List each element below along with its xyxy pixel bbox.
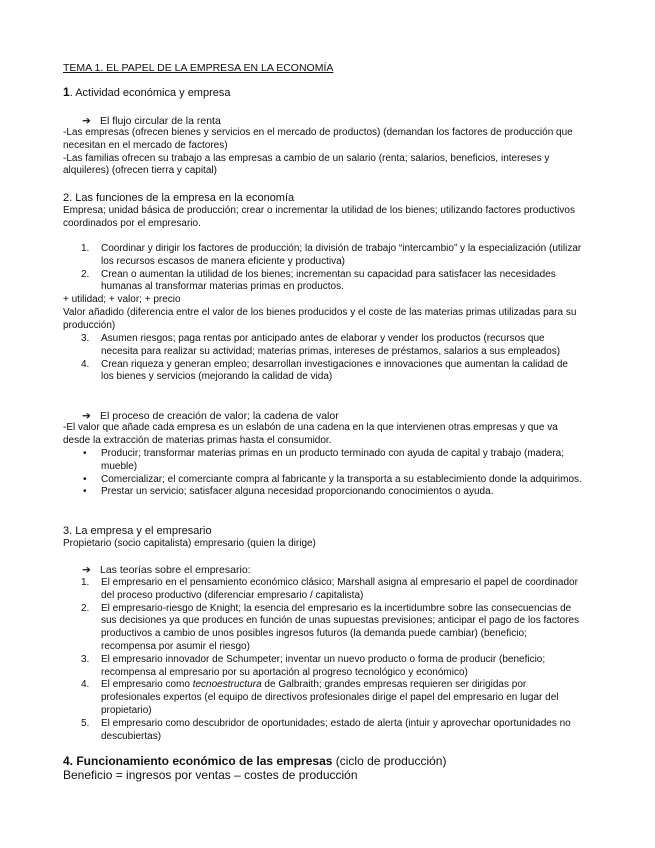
section-1-number: 1 (63, 85, 70, 99)
list-item (63, 679, 583, 717)
section-4-heading-rest: (ciclo de producción) (332, 754, 447, 768)
list-item (63, 359, 583, 385)
list-text: Producir; transformar materias primas en un producto terminado con ayuda de capital y trabajo (madera; mueble) (101, 448, 565, 472)
list-number: 1. (81, 243, 90, 254)
arrow-item-teorias (82, 564, 251, 577)
bullet-dot-icon: • (83, 448, 87, 459)
list-item (63, 269, 583, 295)
section-1-lines (63, 127, 583, 178)
list-text: Crean o aumentan la utilidad de los bienes; incrementan su capacidad para satisfacer las necesidades humanas al transformar materias primas en productos. (101, 268, 556, 293)
right-arrow-icon: ➔ (82, 564, 91, 576)
list-number: 2. (81, 268, 90, 280)
list-text: Coordinar y dirigir los factores de producción; la división de trabajo “intercambio” y la especialización (utilizar los recursos escasos de manera eficiente y productiva) (101, 243, 582, 267)
list-text-emphasis: tecnoestructura (192, 679, 262, 691)
list-text: El empresario como (101, 679, 193, 691)
section-1-heading (63, 86, 231, 100)
list-text: de Galbraith; grandes empresas requieren ser dirigidas por profesionales expertos (el equipo de directivos profesionales dirige el papel del empresario en lugar del propietario) (101, 679, 559, 716)
right-arrow-icon: ➔ (82, 115, 91, 127)
arrow-item-flujo (82, 115, 221, 128)
section-2-bullets (63, 448, 583, 499)
list-text: Prestar un servicio; satisfacer alguna necesidad proporcionando conocimientos o ayuda. (101, 486, 494, 498)
bullet-dot-icon: • (83, 486, 87, 498)
list-item (63, 603, 583, 654)
arrow-item-cadena (82, 410, 339, 423)
section-2-list-b (63, 333, 583, 384)
section-4-heading-bold: 4. Funcionamiento económico de las empresas (63, 754, 333, 768)
list-number: 1. (81, 577, 90, 588)
arrow-item-label: El flujo circular de la renta (100, 115, 221, 127)
list-item (63, 474, 583, 487)
list-number: 2. (81, 602, 90, 614)
list-number: 3. (81, 653, 90, 665)
list-item (63, 654, 583, 680)
arrow-item-label: El proceso de creación de valor; la cadena de valor (100, 410, 339, 422)
valor-line: Valor añadido (diferencia entre el valor de los bienes producidos y el coste de las materias primas utilizadas para su producción) (63, 307, 577, 331)
paragraph: -Las familias ofrecen su trabajo a las empresas a cambio de un salario (renta; salarios, beneficios, intereses y alquileres) (ofrecen tierra y capital) (63, 152, 550, 177)
list-number: 4. (81, 358, 90, 370)
cadena-text: -El valor que añade cada empresa es un eslabón de una cadena en la que intervienen otras empresas y que va desde la extracción de materias primas hasta el consumidor. (63, 422, 558, 446)
section-2-list-a (63, 243, 583, 294)
section-2-intro: Empresa; unidad básica de producción; crear o incrementar la utilidad de los bienes; utilizando factores productivos coordinados por el empresario. (63, 205, 575, 229)
section-3-heading: 3. La empresa y el empresario (63, 525, 212, 537)
list-item (63, 718, 583, 744)
page-title: TEMA 1. EL PAPEL DE LA EMPRESA EN LA ECONOMÍA (63, 62, 334, 74)
section-4-formula: Beneficio = ingresos por ventas – costes de producción (63, 768, 358, 782)
list-number: 4. (81, 679, 90, 691)
arrow-item-label: Las teorías sobre el empresario: (100, 564, 251, 576)
list-number: 3. (81, 333, 90, 344)
section-4-heading (63, 755, 446, 768)
list-text: Crean riqueza y generan empleo; desarrollan investigaciones e innovaciones que aumentan la calidad de los bienes y servicios (mejorando la calidad de vida) (101, 358, 568, 383)
list-item (63, 333, 583, 359)
section-3-list (63, 577, 583, 743)
list-item (63, 243, 583, 269)
list-text: El empresario innovador de Schumpeter; inventar un nuevo producto o forma de producir (beneficio; recompensa al empresario por su aportación al progreso tecnológico y económico) (101, 653, 546, 678)
list-item (63, 448, 583, 474)
list-item (63, 577, 583, 603)
section-3-intro: Propietario (socio capitalista) empresario (quien la dirige) (63, 538, 316, 549)
list-text: El empresario en el pensamiento económico clásico; Marshall asigna al empresario el papel de coordinador del proceso productivo (diferenciar empresario / capitalista) (101, 577, 578, 601)
list-text: Comercializar; el comerciante compra al fabricante y la transporta a su establecimiento donde la adquirimos. (101, 473, 582, 485)
list-text: El empresario-riesgo de Knight; la esencia del empresario es la incertidumbre sobre las consecuencias de sus decisiones ya que produces en función de unas supuestas previsiones; anticipar el pago de los factores productivos a cambio de unos posibles ingresos futuros (la demanda puede cambiar) (beneficio; recompensa por asumir el riesgo) (101, 602, 580, 652)
list-item (63, 486, 583, 499)
list-text: Asumen riesgos; paga rentas por anticipado antes de elaborar y vender los productos (recursos que necesita para realizar su actividad; materias primas, intereses de préstamos, salarios a sus empleados) (101, 333, 561, 357)
list-number: 5. (81, 717, 90, 729)
bullet-dot-icon: • (83, 473, 87, 485)
plus-line: + utilidad; + valor; + precio (63, 294, 181, 305)
paragraph: -Las empresas (ofrecen bienes y servicios en el mercado de productos) (demandan los factores de producción que necesitan en el mercado de factores) (63, 127, 573, 151)
section-1-heading-text: . Actividad económica y empresa (69, 87, 231, 99)
list-text: El empresario como descubridor de oportunidades; estado de alerta (intuir y aprovechar oportunidades no descubiertas) (101, 717, 571, 742)
right-arrow-icon: ➔ (82, 410, 91, 422)
section-2-heading: 2. Las funciones de la empresa en la economía (63, 192, 295, 204)
